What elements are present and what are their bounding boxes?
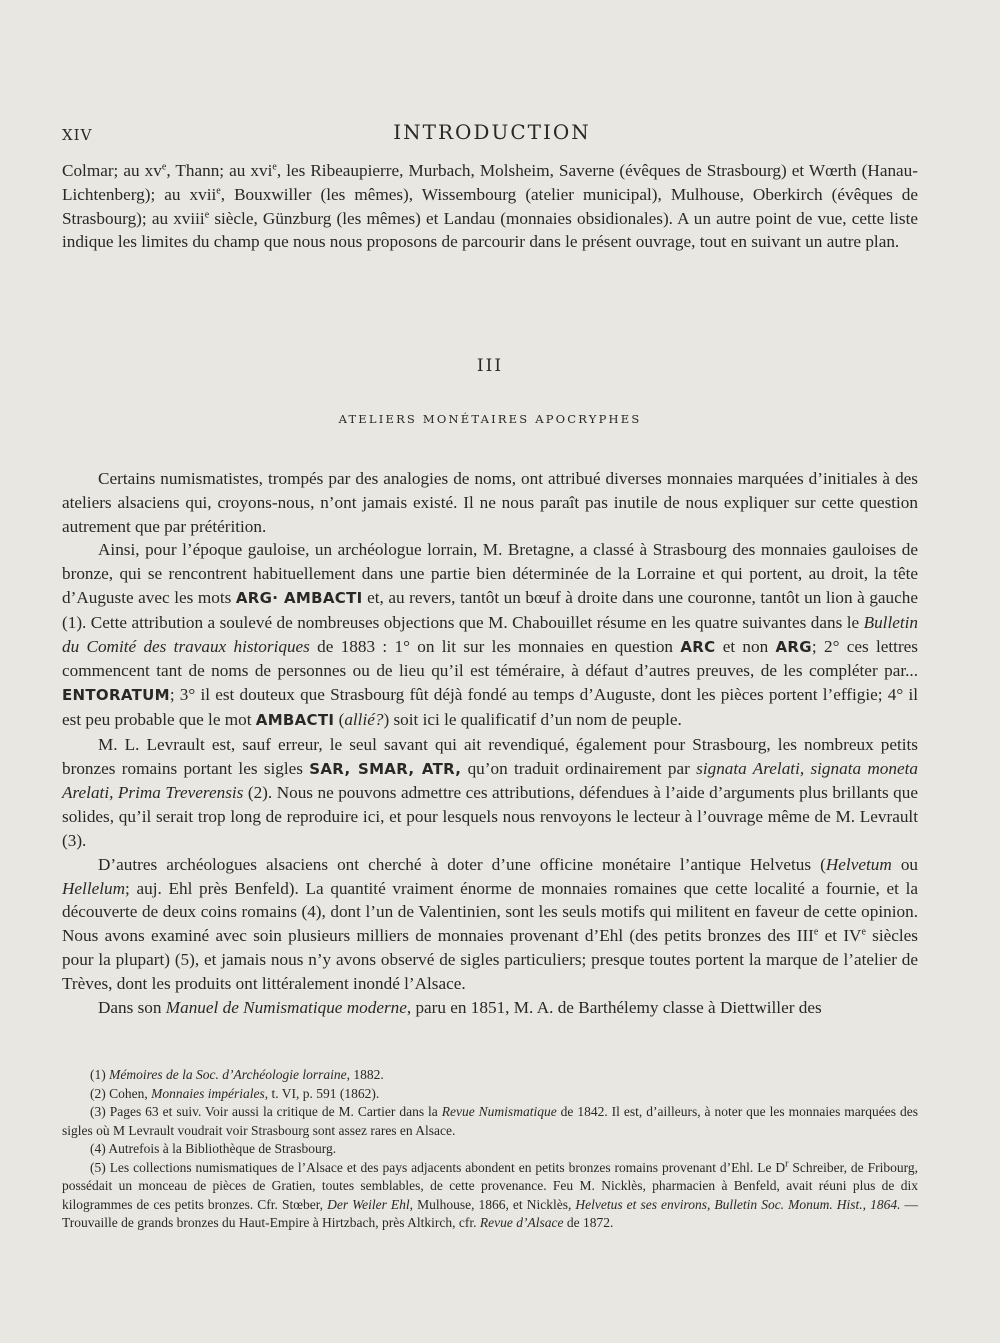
running-title: INTRODUCTION: [393, 120, 591, 144]
intro-paragraph-block: [62, 159, 918, 254]
footnote-1: (1) Mémoires de la Soc. d’Archéologie lorraine, 1882.: [90, 1067, 384, 1082]
footnote-4: (4) Autrefois à la Bibliothèque de Strasbourg.: [90, 1141, 337, 1156]
footnote-3: (3) Pages 63 et suiv. Voir aussi la critique de M. Cartier dans la Revue Numismatique de 1842. Il est, d’ailleurs, à noter que les monnaies marquées des sigles où M Levrault voudrait voir Strasbourg sont assez rares en Alsace.: [62, 1104, 918, 1138]
paragraph-2: Ainsi, pour l’époque gauloise, un archéologue lorrain, M. Bretagne, a classé à Strasbourg des monnaies gauloises de bronze, qui se rencontrent habituellement dans une partie bien déterminée de la Lorraine et qui portent, au droit, la tête d’Auguste avec les mots ARG· AMBACTI et, au revers, tantôt un bœuf à droite dans une couronne, tantôt un lion à gauche (1). Cette attribution a soulevé de nombreuses objections que M. Chabouillet résume en les quatre suivantes dans le Bulletin du Comité des travaux historiques de 1883 : 1° on lit sur les monnaies en question ARC et non ARG; 2° ces lettres commencent tant de noms de personnes ou de lieu qu’il est téméraire, à défaut d’autres preuves, de les compléter par... ENTORATUM; 3° il est douteux que Strasbourg fût déjà fondé au temps d’Auguste, dont les pièces portent l’effigie; 4° il est peu probable que le mot AMBACTI (allié?) soit ici le qualificatif d’un nom de peuple.: [62, 540, 919, 729]
section-title: ATELIERS MONÉTAIRES APOCRYPHES: [338, 412, 642, 426]
page-header: [62, 120, 922, 150]
footnote-2: (2) Cohen, Monnaies impériales, t. VI, p. 591 (1862).: [90, 1085, 380, 1101]
footnote-5: (5) Les collections numismatiques de l’Alsace et des pays adjacents abondent en petits bronzes romains provenant d’Ehl. Le $D^r$ Schreiber, de Fribourg, possédait un monceau de pièces de Gratien, toutes semblables, de cette provenance. Feu M. Nicklès, pharmacien à Benfeld, avait réuni plus de dix kilogrammes de ces petits bronzes. Cfr. Stœber, Der Weiler Ehl, Mulhouse, 1866, et Nicklès, Helvetus et ses environs, Bulletin Soc. Monum. Hist., 1864. — Trouvaille de grands bronzes du Haut-Empire à Hirtzbach, près Altkirch, cfr. Revue d’Alsace de 1872.: [62, 1158, 918, 1230]
page-number: XIV: [62, 126, 93, 144]
paragraph-1: Certains numismatistes, trompés par des analogies de noms, ont attribué diverses monnaies marquées d’initiales à des ateliers alsaciens qui, croyons-nous, n’ont jamais existé. Il ne nous paraît pas inutile de nous expliquer sur cette question autrement que par prétérition.: [62, 469, 918, 536]
paragraph-5: Dans son Manuel de Numismatique moderne, paru en 1851, M. A. de Barthélemy classe à Diettwiller des: [98, 997, 822, 1017]
paragraph-3: M. L. Levrault est, sauf erreur, le seul savant qui ait revendiqué, également pour Strasbourg, les nombreux petits bronzes romains portant les sigles SAR, SMAR, ATR, qu’on traduit ordinairement par signata Arelati, signata moneta Arelati, Prima Treverensis (2). Nous ne pouvons admettre ces attributions, défendues à l’aide d’arguments plus brillants que solides, qu’il serait trop long de reproduire ici, et pour lesquels nous renvoyons le lecteur à l’ouvrage même de M. Levrault (3).: [62, 734, 918, 850]
section-number: III: [476, 356, 504, 376]
paragraph-4: D’autres archéologues alsaciens ont cherché à doter d’une officine monétaire l’antique Helvetus (Helvetum ou Hellelum; auj. Ehl près Benfeld). La quantité vraiment énorme de monnaies romaines que cette localité a fournie, et la découverte de deux coins romains (4), dont l’un de Valentinien, sont les seuls motifs qui militent en faveur de cette opinion. Nous avons examiné avec soin plusieurs milliers de monnaies provenant d’Ehl (des petits bronzes des IIIe et IVe siècles pour la plupart) (5), et jamais nous n’y avons observé de sigles particuliers; presque toutes portent la marque de l’atelier de Trèves, dont les produits ont littéralement inondé l’Alsace.: [62, 854, 919, 993]
intro-paragraph: Colmar; au $xv^e$, Thann; au xvi$^e$, les Ribeaupierre, Murbach, Molsheim, Saverne (évêques de Strasbourg) et Wœrth (Hanau-Lichtenberg); au xvii$^e$, Bouxwiller (les mêmes), Wissembourg (atelier municipal), Mulhouse, Oberkirch (évêques de Strasbourg); au xviii$^e$ siècle, Günzburg (les mêmes) et Landau (monnaies obsidionales). A un autre point de vue, cette liste indique les limites du champ que nous nous proposons de parcourir dans le présent ouvrage, tout en suivant un autre plan.: [62, 161, 919, 252]
coin-legend: ARG· AMBACTI: [235, 588, 363, 607]
section-body: [62, 467, 918, 1019]
footnotes: [62, 1066, 918, 1233]
